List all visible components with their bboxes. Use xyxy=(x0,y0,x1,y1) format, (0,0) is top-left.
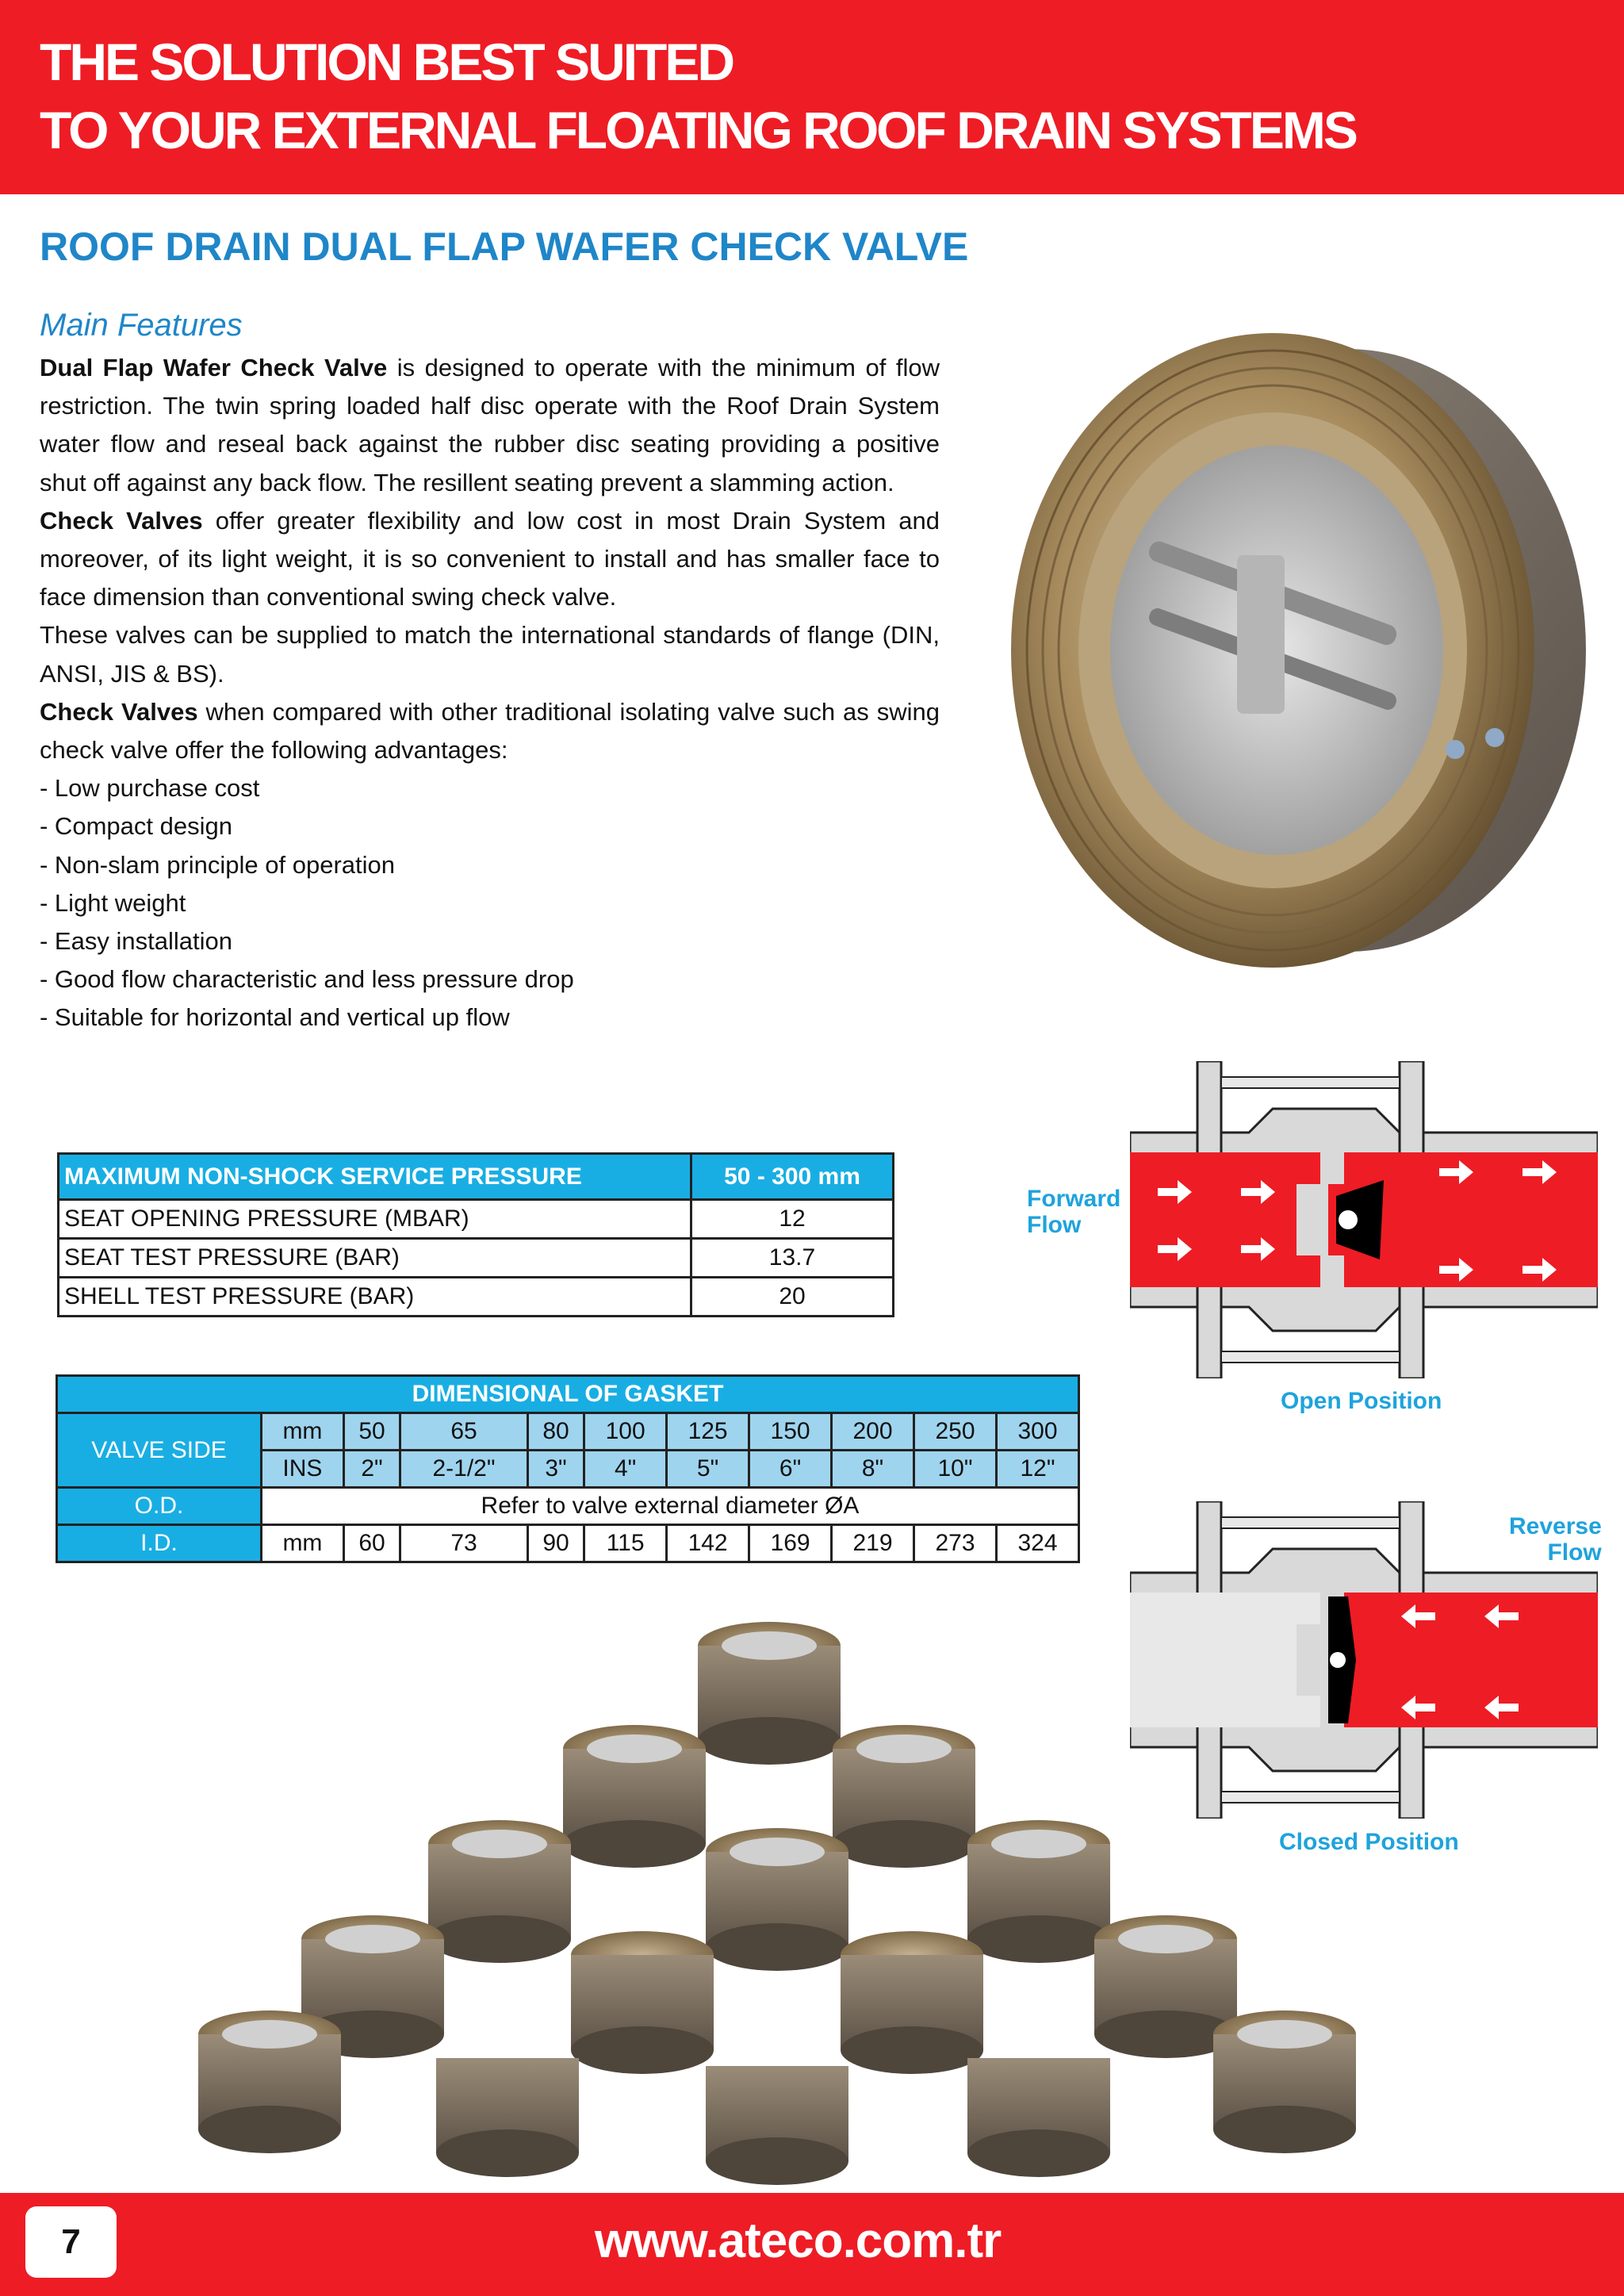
pressure-row-value: 20 xyxy=(691,1278,894,1317)
ins-label: INS xyxy=(262,1451,344,1488)
features-paragraph-4 xyxy=(40,693,940,769)
valve-side-label: VALVE SIDE xyxy=(57,1413,262,1488)
pressure-table xyxy=(57,1152,894,1317)
features-paragraph-3: These valves can be supplied to match the international standards of flange (DIN, ANSI, JIS & BS). xyxy=(40,621,940,688)
mm-size-cell: 80 xyxy=(527,1413,584,1451)
id-value-cell: 60 xyxy=(343,1525,400,1562)
ins-size-cell: 6" xyxy=(749,1451,832,1488)
id-unit: mm xyxy=(262,1525,344,1562)
paragraph-2-text: offer greater flexibility and low cost in most Drain System and moreover, of its light weight, it is so convenient to install and has smaller face to face dimension than conventional swing check valve. xyxy=(40,506,940,611)
ins-size-cell: 2" xyxy=(343,1451,400,1488)
pressure-row-label: SHELL TEST PRESSURE (BAR) xyxy=(59,1278,691,1317)
advantage-item: - Light weight xyxy=(40,888,186,917)
advantage-item: - Easy installation xyxy=(40,927,232,956)
closed-position-caption: Closed Position xyxy=(1279,1829,1459,1855)
id-value-cell: 115 xyxy=(584,1525,667,1562)
features-paragraph-1 xyxy=(40,349,940,502)
pressure-header-label: MAXIMUM NON-SHOCK SERVICE PRESSURE xyxy=(59,1154,691,1200)
mm-size-cell: 200 xyxy=(832,1413,914,1451)
reverse-label-line-1: Reverse xyxy=(1509,1513,1602,1539)
gasket-table-header xyxy=(57,1376,1079,1413)
table-row xyxy=(59,1239,894,1278)
mm-size-cell: 250 xyxy=(914,1413,997,1451)
website-link[interactable]: www.ateco.com.tr xyxy=(595,2214,1002,2268)
id-value-cell: 90 xyxy=(527,1525,584,1562)
pressure-row-label: SEAT TEST PRESSURE (BAR) xyxy=(59,1239,691,1278)
gasket-table-title: DIMENSIONAL OF GASKET xyxy=(57,1376,1079,1413)
table-row xyxy=(59,1278,894,1317)
mm-size-cell: 150 xyxy=(749,1413,832,1451)
ins-size-cell: 3" xyxy=(527,1451,584,1488)
advantage-item: - Low purchase cost xyxy=(40,774,260,803)
gasket-table xyxy=(56,1374,1080,1563)
paragraph-2-bold: Check Valves xyxy=(40,506,203,535)
forward-label-line-1: Forward xyxy=(1027,1186,1121,1212)
main-features-heading: Main Features xyxy=(40,308,243,343)
pressure-header-range: 50 - 300 mm xyxy=(691,1154,894,1200)
mm-size-cell: 100 xyxy=(584,1413,667,1451)
header-line-2: TO YOUR EXTERNAL FLOATING ROOF DRAIN SYSTEMS xyxy=(40,101,1356,159)
advantage-item: - Non-slam principle of operation xyxy=(40,850,395,879)
table-row xyxy=(59,1200,894,1239)
valve-product-photo xyxy=(999,317,1594,983)
id-value-cell: 273 xyxy=(914,1525,997,1562)
features-paragraph-2 xyxy=(40,502,940,617)
open-position-diagram xyxy=(1130,1061,1598,1378)
paragraph-1-bold: Dual Flap Wafer Check Valve xyxy=(40,354,388,381)
ins-size-cell: 2-1/2" xyxy=(400,1451,528,1488)
id-value-cell: 142 xyxy=(667,1525,749,1562)
id-value-cell: 169 xyxy=(749,1525,832,1562)
table-row xyxy=(57,1525,1079,1562)
mm-size-cell: 125 xyxy=(667,1413,749,1451)
table-row xyxy=(57,1488,1079,1525)
advantage-item: - Compact design xyxy=(40,812,232,841)
mm-label: mm xyxy=(262,1413,344,1451)
id-value-cell: 324 xyxy=(996,1525,1078,1562)
header-banner xyxy=(0,0,1624,194)
ins-size-cell: 12" xyxy=(996,1451,1078,1488)
header-line-1: THE SOLUTION BEST SUITED xyxy=(40,33,733,91)
stacked-valves-photo xyxy=(198,1610,1388,2189)
advantage-item: - Suitable for horizontal and vertical up flow xyxy=(40,1003,510,1032)
page-title: ROOF DRAIN DUAL FLAP WAFER CHECK VALVE xyxy=(40,224,969,269)
open-position-caption: Open Position xyxy=(1281,1388,1442,1414)
features-text xyxy=(40,349,940,1037)
paragraph-4-bold: Check Valves xyxy=(40,697,198,726)
mm-size-cell: 300 xyxy=(996,1413,1078,1451)
page-number: 7 xyxy=(25,2206,117,2278)
ins-size-cell: 5" xyxy=(667,1451,749,1488)
pressure-row-label: SEAT OPENING PRESSURE (MBAR) xyxy=(59,1200,691,1239)
reverse-label-line-2: Flow xyxy=(1547,1539,1602,1566)
pressure-row-value: 13.7 xyxy=(691,1239,894,1278)
id-label: I.D. xyxy=(57,1525,262,1562)
forward-label-line-2: Flow xyxy=(1027,1212,1082,1238)
ins-size-cell: 4" xyxy=(584,1451,667,1488)
ins-size-cell: 10" xyxy=(914,1451,997,1488)
forward-flow-label xyxy=(1027,1186,1120,1238)
ins-size-cell: 8" xyxy=(832,1451,914,1488)
id-value-cell: 73 xyxy=(400,1525,528,1562)
table-row xyxy=(57,1413,1079,1451)
od-label: O.D. xyxy=(57,1488,262,1525)
paragraph-1-text: is designed to operate with the minimum of flow restriction. The twin spring loaded half disc operate with the Roof Drain System water flow and reseal back against the rubber disc seating providing a positive shut off against any back flow. The resillent seating prevent a slamming action. xyxy=(40,354,940,496)
mm-size-cell: 65 xyxy=(400,1413,528,1451)
paragraph-4-text: when compared with other traditional isolating valve such as swing check valve offer the following advantages: xyxy=(40,697,940,765)
pressure-table-header xyxy=(59,1154,894,1200)
mm-size-cell: 50 xyxy=(343,1413,400,1451)
id-value-cell: 219 xyxy=(832,1525,914,1562)
advantage-item: - Good flow characteristic and less pressure drop xyxy=(40,965,574,994)
od-value: Refer to valve external diameter ØA xyxy=(262,1488,1079,1525)
pressure-row-value: 12 xyxy=(691,1200,894,1239)
